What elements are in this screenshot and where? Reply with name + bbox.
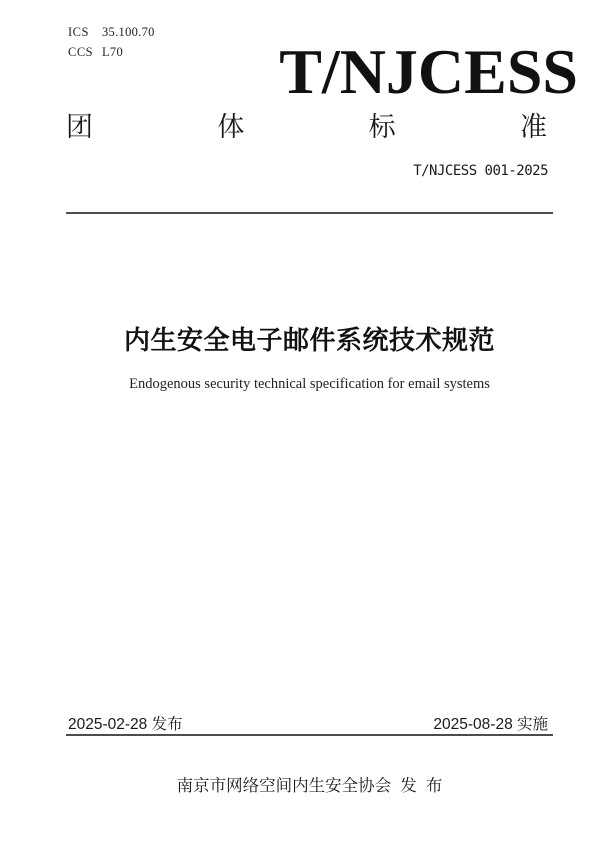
standard-type-row [66, 112, 547, 142]
dates-row [68, 712, 548, 734]
standard-title-zh: 内生安全电子邮件系统技术规范 [123, 325, 495, 355]
standard-title-en: Endogenous security technical specification for email systems [129, 376, 490, 392]
standard-type-char: 体 [217, 112, 245, 142]
standard-type-char: 准 [519, 112, 547, 142]
implementation-date: 2025-08-28 实施 [433, 716, 548, 733]
publisher-line: 南京市网络空间内生安全协会 发 布 [176, 777, 443, 795]
bottom-divider-line [66, 734, 553, 736]
society-logo-text: T/NJCESS [279, 36, 578, 107]
classification-codes [68, 22, 155, 62]
ccs-code-row [68, 42, 155, 62]
issue-date: 2025-02-28 发布 [68, 716, 183, 733]
ics-code-row [68, 22, 155, 42]
ccs-value: L70 [102, 45, 124, 59]
ics-label: ICS [68, 25, 89, 39]
standard-number: T/NJCESS 001-2025 [413, 163, 548, 179]
top-divider-line [66, 212, 553, 214]
title-block [66, 320, 553, 393]
standard-type-char: 团 [66, 112, 93, 142]
standard-type-char: 标 [368, 112, 396, 142]
ics-value: 35.100.70 [102, 25, 155, 39]
ccs-label: CCS [68, 45, 94, 59]
